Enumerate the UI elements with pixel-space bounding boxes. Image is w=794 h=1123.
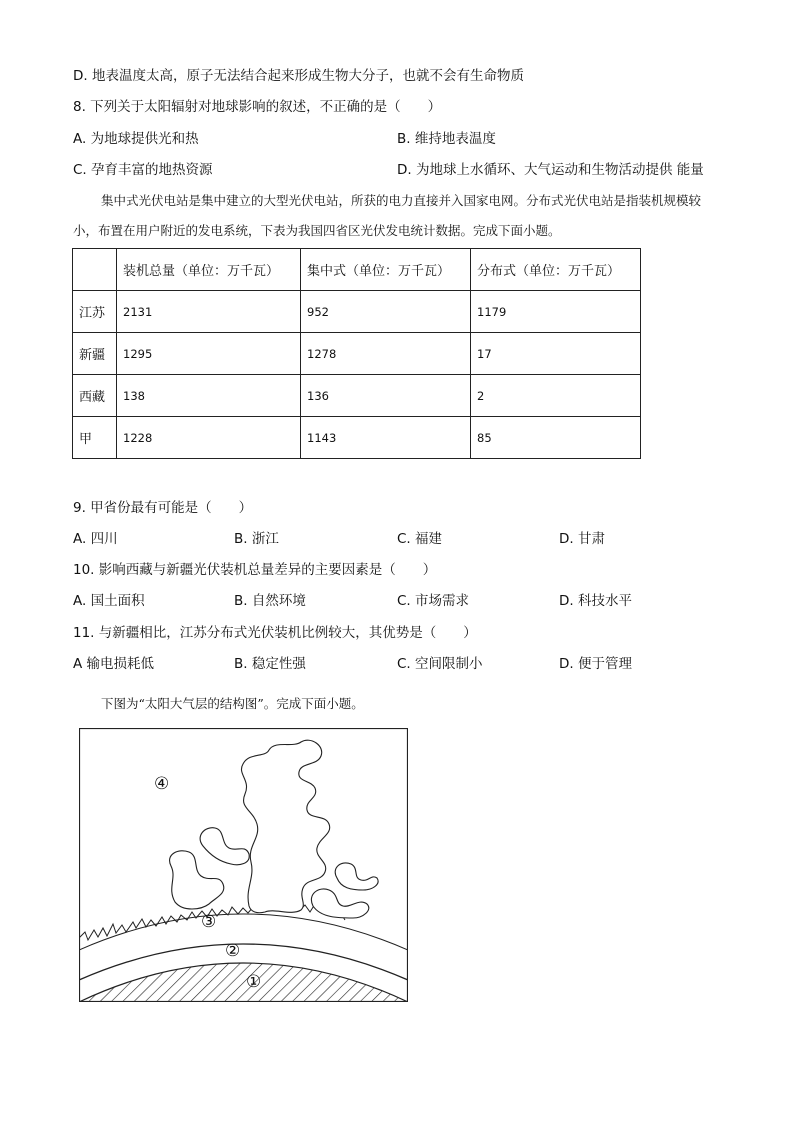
q10-option-b: B. 自然环境 — [234, 593, 306, 609]
table-cell: 1278 — [301, 333, 471, 375]
table-row — [73, 291, 641, 333]
q11-option-a: A 输电损耗低 — [73, 656, 155, 672]
question-10-stem: 10. 影响西藏与新疆光伏装机总量差异的主要因素是（ ） — [73, 562, 437, 578]
table-row — [73, 375, 641, 417]
label-layer-2: ② — [225, 941, 241, 961]
question-11-stem: 11. 与新疆相比，江苏分布式光伏装机比例较大，其优势是（ ） — [73, 625, 477, 641]
label-layer-3: ③ — [201, 912, 217, 932]
table-cell: 江苏 — [73, 291, 117, 333]
q7-option-d: D. 地表温度太高，原子无法结合起来形成生物大分子，也就不会有生命物质 — [73, 68, 524, 84]
q11-option-b: B. 稳定性强 — [234, 656, 306, 672]
table-cell: 85 — [471, 417, 641, 459]
photovoltaic-table — [72, 248, 641, 459]
table-header-cell — [73, 249, 117, 291]
table-cell: 138 — [117, 375, 301, 417]
solar-atmosphere-diagram — [79, 728, 408, 1002]
table-cell: 17 — [471, 333, 641, 375]
passage-solar-atmosphere: 下图为“太阳大气层的结构图”。完成下面小题。 — [101, 696, 364, 711]
q11-option-d: D. 便于管理 — [559, 656, 632, 672]
q10-option-a: A. 国土面积 — [73, 593, 145, 609]
table-cell: 1228 — [117, 417, 301, 459]
q11-option-c: C. 空间限制小 — [397, 656, 483, 672]
table-header-cell: 装机总量（单位：万千瓦） — [117, 249, 301, 291]
table-cell: 新疆 — [73, 333, 117, 375]
table-header-cell: 集中式（单位：万千瓦） — [301, 249, 471, 291]
table-cell: 甲 — [73, 417, 117, 459]
table-header-row — [73, 249, 641, 291]
table-row — [73, 417, 641, 459]
table-header-cell: 分布式（单位：万千瓦） — [471, 249, 641, 291]
table-cell: 136 — [301, 375, 471, 417]
passage-photovoltaic: 集中式光伏电站是集中建立的大型光伏电站，所获的电力直接并入国家电网。分布式光伏电站是指装机规模较小，布置在用户附近的发电系统，下表为我国四省区光伏发电统计数据。完成下面小题。 — [73, 193, 702, 238]
q9-option-b: B. 浙江 — [234, 531, 279, 547]
table-cell: 1295 — [117, 333, 301, 375]
q9-option-c: C. 福建 — [397, 531, 443, 547]
table-cell: 1143 — [301, 417, 471, 459]
question-9-stem: 9. 甲省份最有可能是（ ） — [73, 500, 253, 516]
q8-option-c: C. 孕育丰富的地热资源 — [73, 162, 213, 178]
table-cell: 952 — [301, 291, 471, 333]
table-cell: 2 — [471, 375, 641, 417]
table-cell: 1179 — [471, 291, 641, 333]
q9-option-a: A. 四川 — [73, 531, 118, 547]
q8-option-d: D. 为地球上水循环、大气运动和生物活动提供 能量 — [397, 162, 704, 178]
table-cell: 2131 — [117, 291, 301, 333]
q8-option-a: A. 为地球提供光和热 — [73, 131, 199, 147]
question-8-stem: 8. 下列关于太阳辐射对地球影响的叙述，不正确的是（ ） — [73, 99, 442, 115]
q8-option-b: B. 维持地表温度 — [397, 131, 496, 147]
table-row — [73, 333, 641, 375]
label-layer-4: ④ — [154, 774, 170, 794]
label-layer-1: ① — [246, 972, 262, 992]
q10-option-d: D. 科技水平 — [559, 593, 632, 609]
q10-option-c: C. 市场需求 — [397, 593, 470, 609]
table-cell: 西藏 — [73, 375, 117, 417]
q9-option-d: D. 甘肃 — [559, 531, 605, 547]
